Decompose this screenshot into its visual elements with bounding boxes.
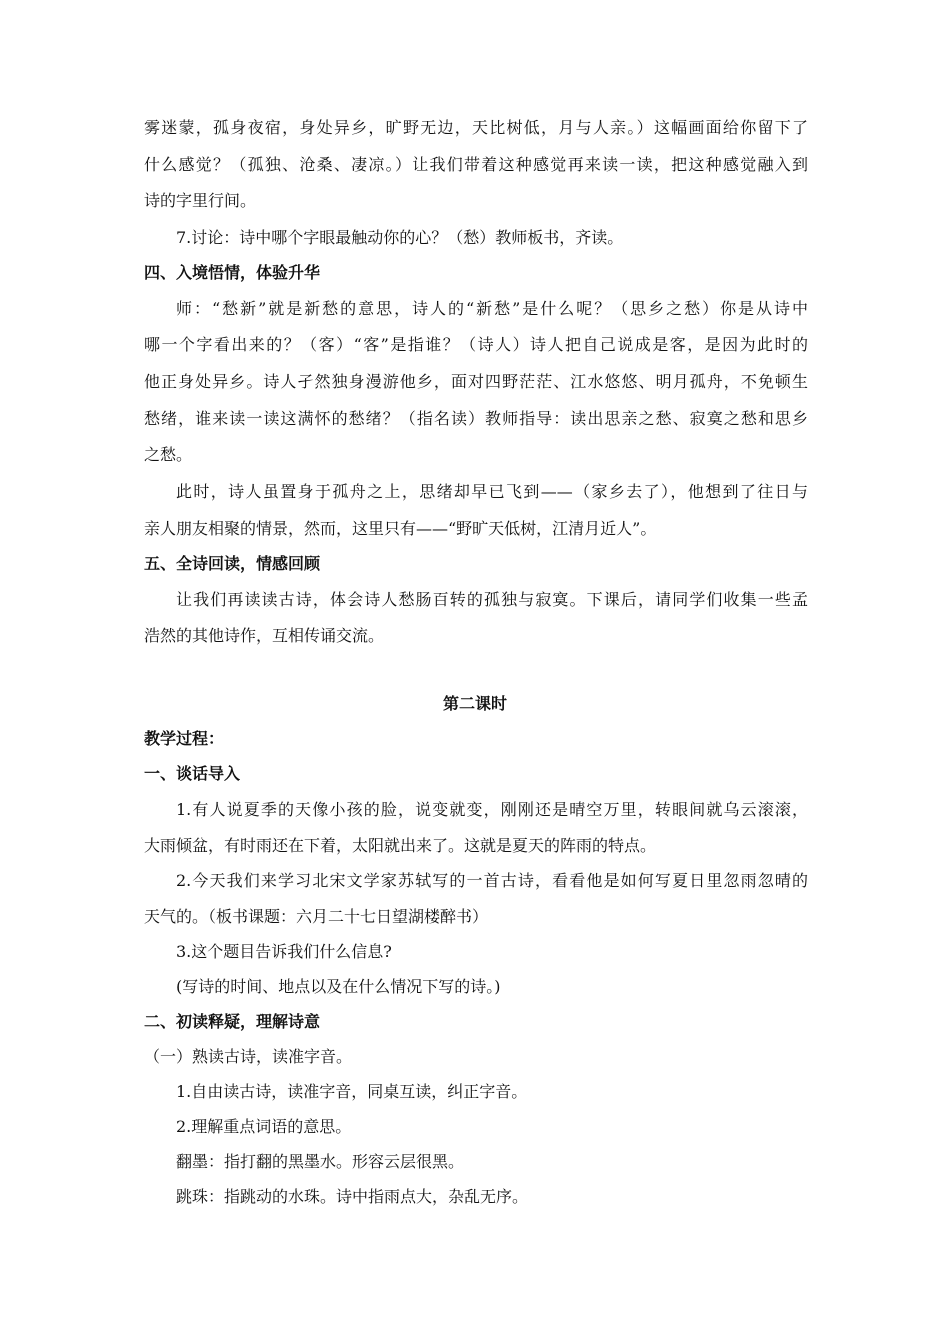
paragraph-line: 之愁。 xyxy=(144,445,193,464)
paragraph-line: 什么感觉？（孤独、沧桑、凄凉。）让我们带着这种感觉再来读一读，把这种感觉融入到 xyxy=(144,155,808,174)
process-heading: 教学过程： xyxy=(144,729,225,748)
paragraph-line: 1.自由读古诗，读准字音，同桌互读，纠正字音。 xyxy=(176,1082,528,1101)
section-heading: 五、全诗回读，情感回顾 xyxy=(144,554,321,573)
paragraph-line: 天气的。（板书课题：六月二十七日望湖楼醉书） xyxy=(144,907,489,926)
paragraph-line: 亲人朋友相聚的情景，然而，这里只有——“野旷天低树，江清月近人”。 xyxy=(144,519,657,538)
paragraph-line: 他正身处异乡。诗人孑然独身漫游他乡，面对四野茫茫、江水悠悠、明月孤舟，不免顿生 xyxy=(144,372,808,391)
paragraph-line: 2.今天我们来学习北宋文学家苏轼写的一首古诗，看看他是如何写夏日里忽雨忽晴的 xyxy=(176,871,808,890)
section-heading: 一、谈话导入 xyxy=(144,764,241,783)
paragraph-line: （一）熟读古诗，读准字音。 xyxy=(144,1047,353,1066)
paragraph-line: 浩然的其他诗作，互相传诵交流。 xyxy=(144,626,385,645)
paragraph-line: 让我们再读读古诗，体会诗人愁肠百转的孤独与寂寞。下课后，请同学们收集一些孟 xyxy=(176,590,808,609)
paragraph-line: 跳珠：指跳动的水珠。诗中指雨点大，杂乱无序。 xyxy=(176,1187,529,1206)
paragraph-line: 愁绪，谁来读一读这满怀的愁绪？（指名读）教师指导：读出思亲之愁、寂寞之愁和思乡 xyxy=(144,409,808,428)
paragraph-line: 哪一个字看出来的？（客）“客”是指谁？（诗人）诗人把自己说成是客，是因为此时的 xyxy=(144,335,808,354)
lesson-title: 第二课时 xyxy=(442,694,507,713)
paragraph-line: 此时，诗人虽置身于孤舟之上，思绪却早已飞到——（家乡去了），他想到了往日与 xyxy=(176,482,808,501)
paragraph-line: (写诗的时间、地点以及在什么情况下写的诗。) xyxy=(176,977,501,996)
section-heading: 二、初读释疑，理解诗意 xyxy=(144,1012,321,1031)
paragraph-line: 3.这个题目告诉我们什么信息? xyxy=(176,942,392,961)
paragraph-line: 1.有人说夏季的天像小孩的脸，说变就变，刚刚还是晴空万里，转眼间就乌云滚滚， xyxy=(176,800,808,819)
paragraph-line: 诗的字里行间。 xyxy=(144,191,257,210)
section-heading: 四、入境悟情，体验升华 xyxy=(144,263,321,282)
paragraph-line: 7.讨论：诗中哪个字眼最触动你的心？（愁）教师板书，齐读。 xyxy=(176,228,624,247)
paragraph-line: 雾迷蒙，孤身夜宿，身处异乡，旷野无边，天比树低，月与人亲。）这幅画面给你留下了 xyxy=(144,118,808,137)
paragraph-line: 2.理解重点词语的意思。 xyxy=(176,1117,352,1136)
paragraph-line: 师：“愁新”就是新愁的意思，诗人的“新愁”是什么呢？（思乡之愁）你是从诗中 xyxy=(176,299,808,318)
paragraph-line: 大雨倾盆，有时雨还在下着，太阳就出来了。这就是夏天的阵雨的特点。 xyxy=(144,836,657,855)
paragraph-line: 翻墨：指打翻的黑墨水。形容云层很黑。 xyxy=(176,1152,465,1171)
